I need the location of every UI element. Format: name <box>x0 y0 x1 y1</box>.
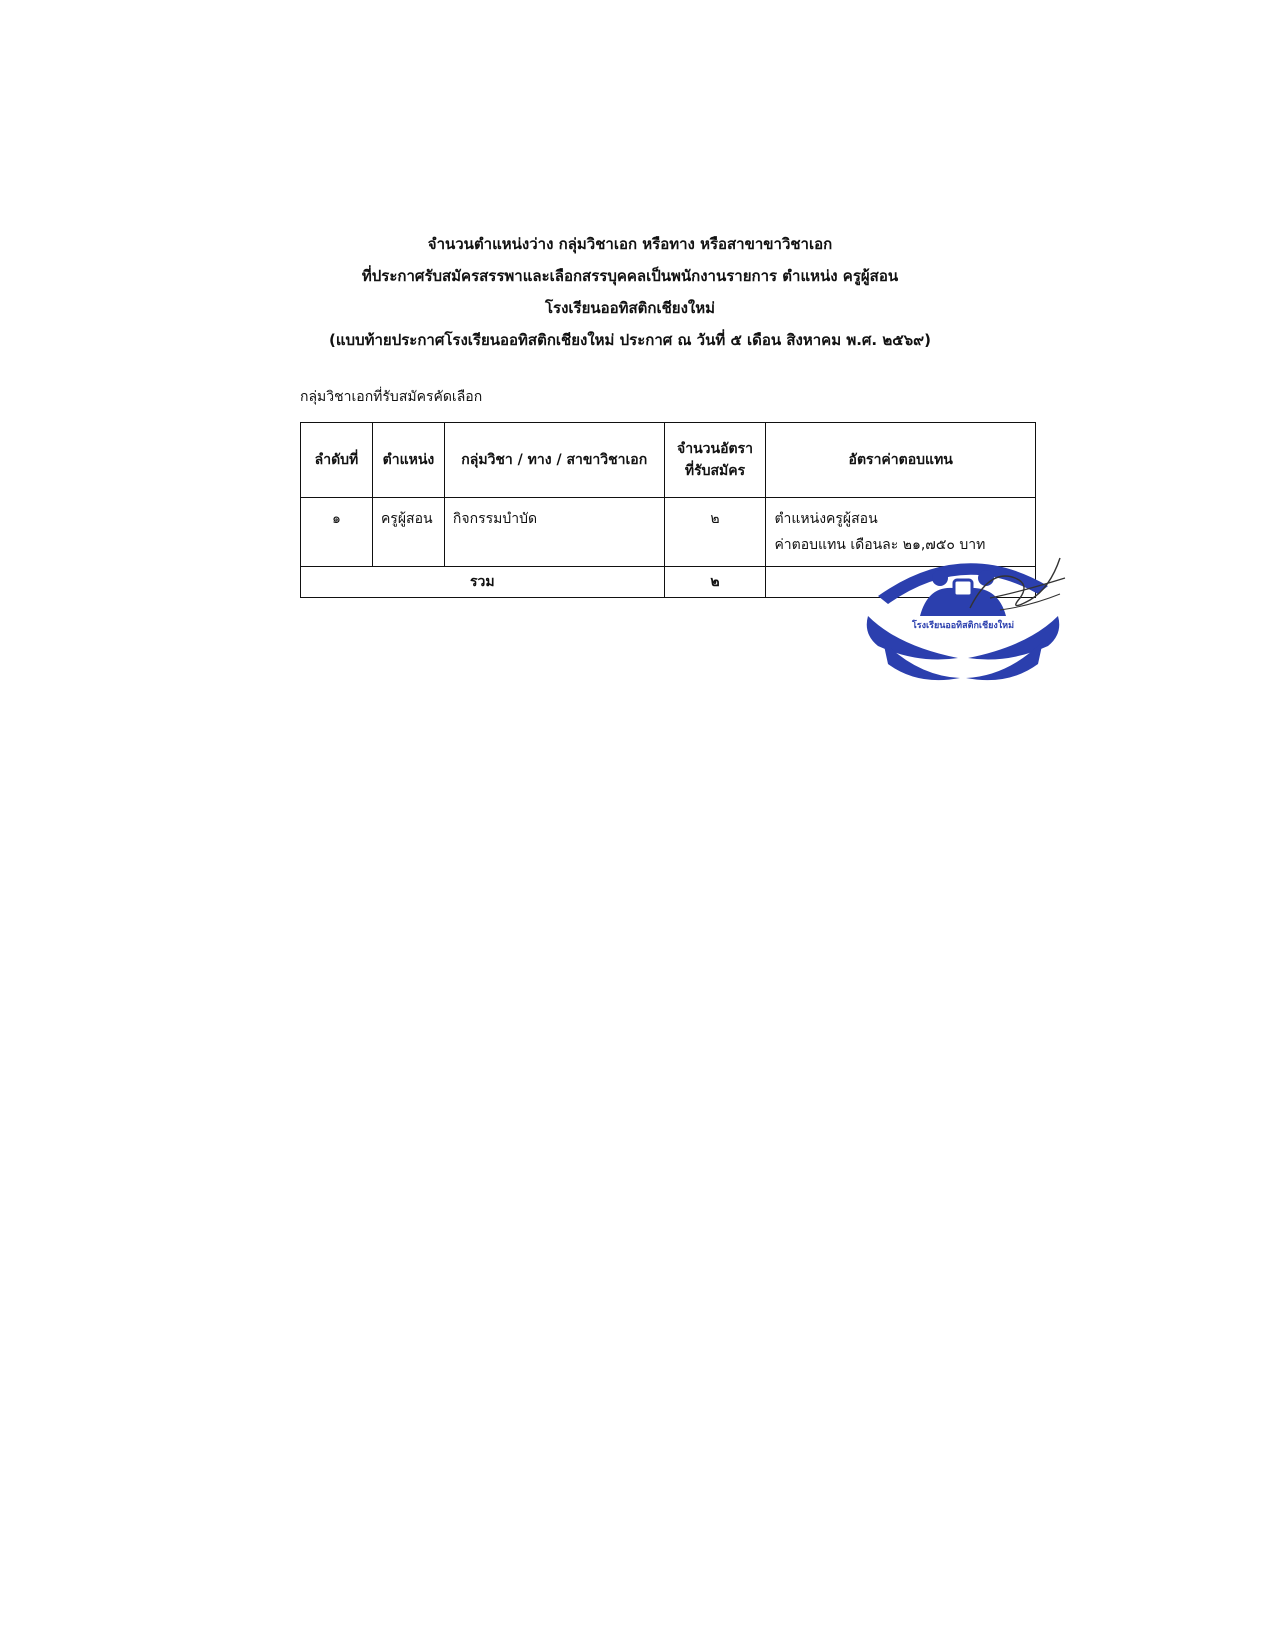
header-count <box>664 423 766 498</box>
cell-position: ครูผู้สอน <box>372 498 444 567</box>
cell-count: ๒ <box>664 498 766 567</box>
header-order: ลำดับที่ <box>301 423 373 498</box>
total-label: รวม <box>301 567 665 598</box>
cell-pay-line-1: ตำแหน่งครูผู้สอน <box>774 511 878 527</box>
title-line-2: ที่ประกาศรับสมัครสรรพาและเลือกสรรบุคคลเป็นพนักงานรายการ ตำแหน่ง ครูผู้สอน <box>361 267 899 285</box>
cell-pay-line-2: ค่าตอบแทน เดือนละ ๒๑,๗๕๐ บาท <box>774 537 986 553</box>
header-subject: กลุ่มวิชา / ทาง / สาขาวิชาเอก <box>444 423 664 498</box>
seal-text: โรงเรียนออทิสติกเชียงใหม่ <box>911 621 1015 631</box>
title-line-3: โรงเรียนออทิสติกเชียงใหม่ <box>544 299 716 317</box>
signature <box>960 548 1070 628</box>
document-title <box>300 228 960 356</box>
header-count-line-1: จำนวนอัตรา <box>677 441 753 457</box>
header-count-line-2: ที่รับสมัคร <box>684 463 746 479</box>
title-line-4: (แบบท้ายประกาศโรงเรียนออทิสติกเชียงใหม่ ประกาศ ณ วันที่ ๕ เดือน สิงหาคม พ.ศ. ๒๕๖๙) <box>329 331 931 349</box>
cell-order: ๑ <box>301 498 373 567</box>
header-pay: อัตราค่าตอบแทน <box>766 423 1036 498</box>
table-header-row <box>301 423 1036 498</box>
title-line-1: จำนวนตำแหน่งว่าง กลุ่มวิชาเอก หรือทาง หรือสาขาขาวิชาเอก <box>427 235 833 253</box>
header-position: ตำแหน่ง <box>372 423 444 498</box>
cell-subject: กิจกรรมบำบัด <box>444 498 664 567</box>
table-caption: กลุ่มวิชาเอกที่รับสมัครคัดเลือก <box>300 389 483 405</box>
total-count: ๒ <box>664 567 766 598</box>
